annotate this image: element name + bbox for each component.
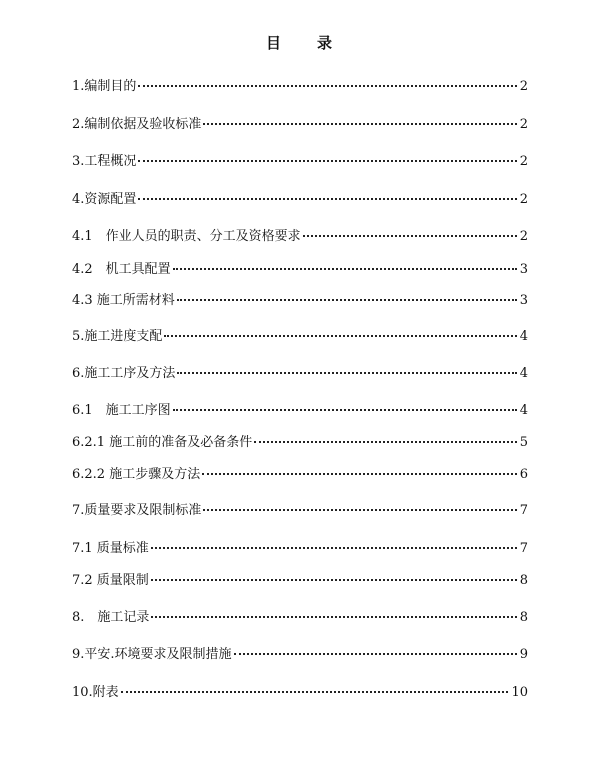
toc-entry-page: 2 <box>519 117 528 132</box>
toc-entry-7-1[interactable] <box>72 534 528 554</box>
toc-entry-label: 6.2.1 施工前的准备及必备条件 <box>72 435 253 450</box>
toc-entry-label: 3.工程概况 <box>72 154 137 169</box>
toc-entry-page: 8 <box>519 610 528 625</box>
toc-entry-label: 5.施工进度支配 <box>72 329 163 344</box>
dot-leader <box>177 356 516 374</box>
dot-leader <box>138 144 516 162</box>
toc-entry-label: 2.编制依据及验收标准 <box>72 117 202 132</box>
toc-entry-label: 7.1 质量标准 <box>72 541 149 556</box>
toc-title-left: 目 <box>265 34 283 52</box>
toc-entry-4-2[interactable] <box>72 255 528 275</box>
dot-leader <box>203 493 516 511</box>
dot-leader <box>151 600 516 618</box>
dot-leader <box>202 457 517 475</box>
toc-entry-label: 6.2.2 施工步骤及方法 <box>72 467 201 482</box>
toc-entry-label: 7.质量要求及限制标准 <box>72 503 202 518</box>
toc-entry-page: 2 <box>519 229 528 244</box>
toc-entry-7-2[interactable] <box>72 566 528 586</box>
toc-entry-label: 7.2 质量限制 <box>72 573 149 588</box>
toc-entry-9[interactable] <box>72 640 528 660</box>
dot-leader <box>173 393 517 411</box>
toc-entry-4-3[interactable] <box>72 286 528 306</box>
toc-entry-10[interactable] <box>72 678 528 698</box>
dot-leader <box>138 69 516 87</box>
toc-entry-page: 3 <box>519 293 528 308</box>
toc-entry-label: 4.1 作业人员的职责、分工及资格要求 <box>72 229 301 244</box>
toc-title-right: 录 <box>317 34 335 52</box>
dot-leader <box>138 182 516 200</box>
toc-entry-page: 3 <box>519 262 528 277</box>
toc-entry-7[interactable] <box>72 496 528 516</box>
toc-entry-page: 2 <box>519 192 528 207</box>
toc-entry-label: 4.3 施工所需材料 <box>72 293 175 308</box>
toc-entry-label: 4.资源配置 <box>72 192 137 207</box>
toc-entry-3[interactable] <box>72 147 528 167</box>
toc-entry-4[interactable] <box>72 185 528 205</box>
toc-entry-page: 2 <box>519 154 528 169</box>
toc-entry-label: 1.编制目的 <box>72 79 137 94</box>
toc-entry-page: 7 <box>519 503 528 518</box>
toc-entry-page: 4 <box>519 366 528 381</box>
toc-entry-6-1[interactable] <box>72 396 528 416</box>
toc-entry-6-2-1[interactable] <box>72 428 528 448</box>
dot-leader <box>173 252 517 270</box>
dot-leader <box>254 425 517 443</box>
toc-entry-page: 2 <box>519 79 528 94</box>
toc-entry-label: 6.施工工序及方法 <box>72 366 176 381</box>
dot-leader <box>151 563 517 581</box>
toc-entry-page: 4 <box>519 329 528 344</box>
toc-entry-6[interactable] <box>72 359 528 379</box>
dot-leader <box>151 531 517 549</box>
toc-entry-page: 4 <box>519 403 528 418</box>
toc-entry-page: 5 <box>519 435 528 450</box>
toc-entry-5[interactable] <box>72 322 528 342</box>
toc-entry-2[interactable] <box>72 110 528 130</box>
dot-leader <box>177 283 517 301</box>
toc-entry-page: 8 <box>519 573 528 588</box>
toc-entry-page: 6 <box>519 467 528 482</box>
toc-entry-label: 6.1 施工工序图 <box>72 403 171 418</box>
toc-entry-page: 7 <box>519 541 528 556</box>
toc-entry-page: 9 <box>519 647 528 662</box>
toc-entry-4-1[interactable] <box>72 222 528 242</box>
toc-entry-label: 8. 施工记录 <box>72 610 150 625</box>
toc-entry-page: 10 <box>511 685 528 700</box>
dot-leader <box>234 637 517 655</box>
toc-entry-label: 4.2 机工具配置 <box>72 262 171 277</box>
toc-entry-1[interactable] <box>72 72 528 92</box>
toc-entry-6-2-2[interactable] <box>72 460 528 480</box>
dot-leader <box>203 107 516 125</box>
toc-entry-label: 9.平安.环境要求及限制措施 <box>72 647 232 662</box>
toc-entry-label: 10.附表 <box>72 685 119 700</box>
dot-leader <box>121 675 509 693</box>
dot-leader <box>164 319 516 337</box>
dot-leader <box>303 219 517 237</box>
toc-entry-8[interactable] <box>72 603 528 623</box>
toc-title <box>0 32 600 53</box>
